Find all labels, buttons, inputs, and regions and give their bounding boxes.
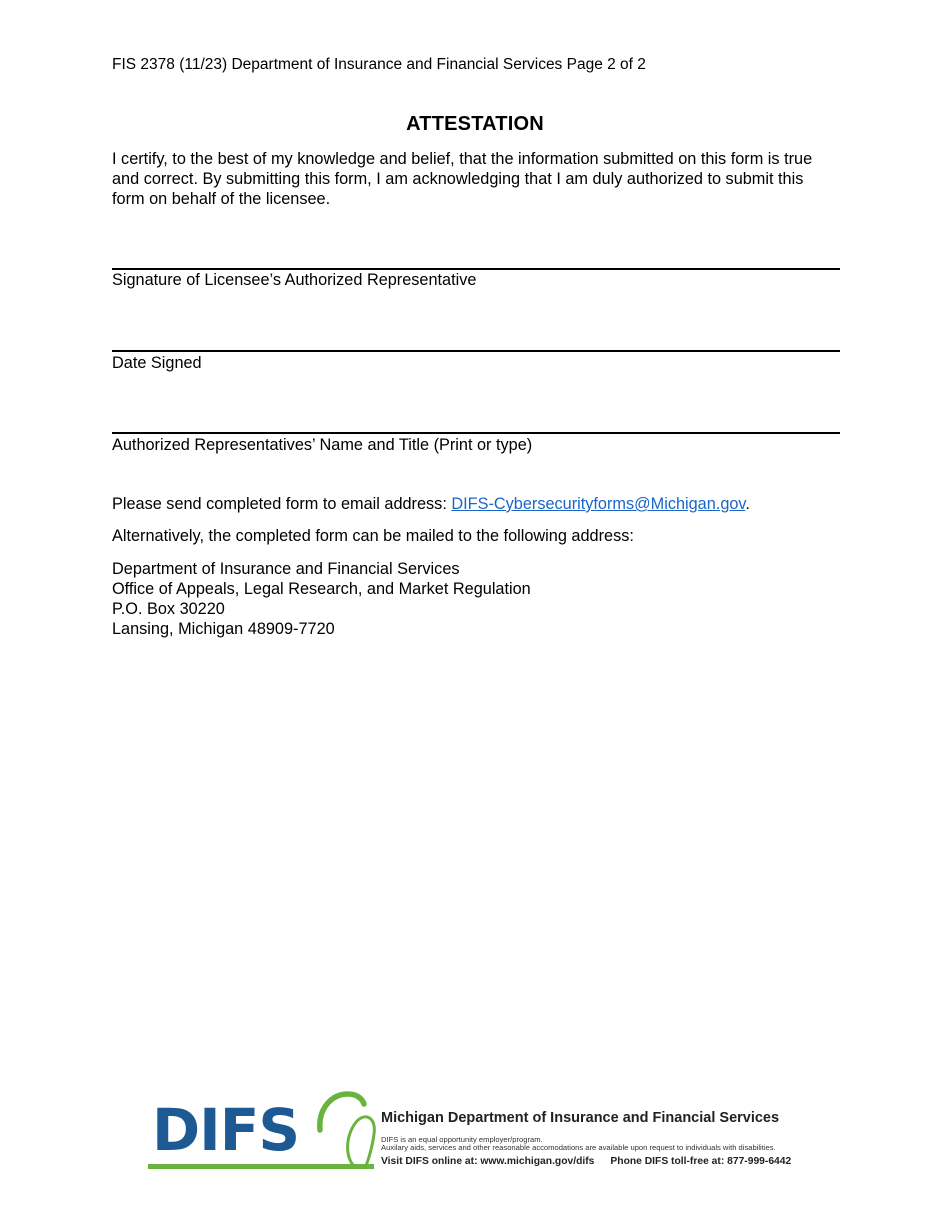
email-instruction-end: . [745,495,750,513]
logo-underline [148,1164,374,1169]
signature-label: Signature of Licensee’s Authorized Representative [112,271,477,289]
certification-text: I certify, to the best of my knowledge and belief, that the information submitted on this form is true and correct. By submitting this form, I am acknowledging that I am duly authorized to submit this form on behalf of the licensee. [112,150,813,208]
footer-eeo-line: DIFS is an equal opportunity employer/program. [381,1135,543,1144]
footer-banner [148,1090,808,1172]
footer-contact [381,1156,791,1167]
email-instruction [112,495,750,514]
footer-phone: Phone DIFS toll-free at: 877-999-6442 [610,1156,792,1167]
signature-line[interactable] [112,268,840,270]
email-instruction-text: Please send completed form to email address: [112,495,452,513]
address-line-2: Office of Appeals, Legal Research, and Market Regulation [112,580,531,598]
form-header: FIS 2378 (11/23) Department of Insurance and Financial Services Page 2 of 2 [112,56,646,73]
name-title-line[interactable] [112,432,840,434]
date-signed-line[interactable] [112,350,840,352]
date-signed-label: Date Signed [112,354,202,372]
page-title: ATTESTATION [406,113,544,135]
footer-website: Visit DIFS online at: www.michigan.gov/difs [381,1156,595,1167]
difs-logo: DIFS [152,1096,300,1164]
difs-logo-swoosh-icon [314,1090,378,1172]
footer-aux-line: Auxilary aids, services and other reasonable accomodations are available upon request to individuals with disabilities. [381,1143,776,1152]
address-line-4: Lansing, Michigan 48909-7720 [112,620,335,638]
mail-instruction: Alternatively, the completed form can be mailed to the following address: [112,527,634,545]
footer-org-name: Michigan Department of Insurance and Financial Services [381,1110,780,1126]
email-link[interactable]: DIFS-Cybersecurityforms@Michigan.gov [451,495,746,513]
name-title-label: Authorized Representatives’ Name and Title (Print or type) [112,436,533,454]
address-line-1: Department of Insurance and Financial Services [112,560,460,578]
address-line-3: P.O. Box 30220 [112,600,225,618]
